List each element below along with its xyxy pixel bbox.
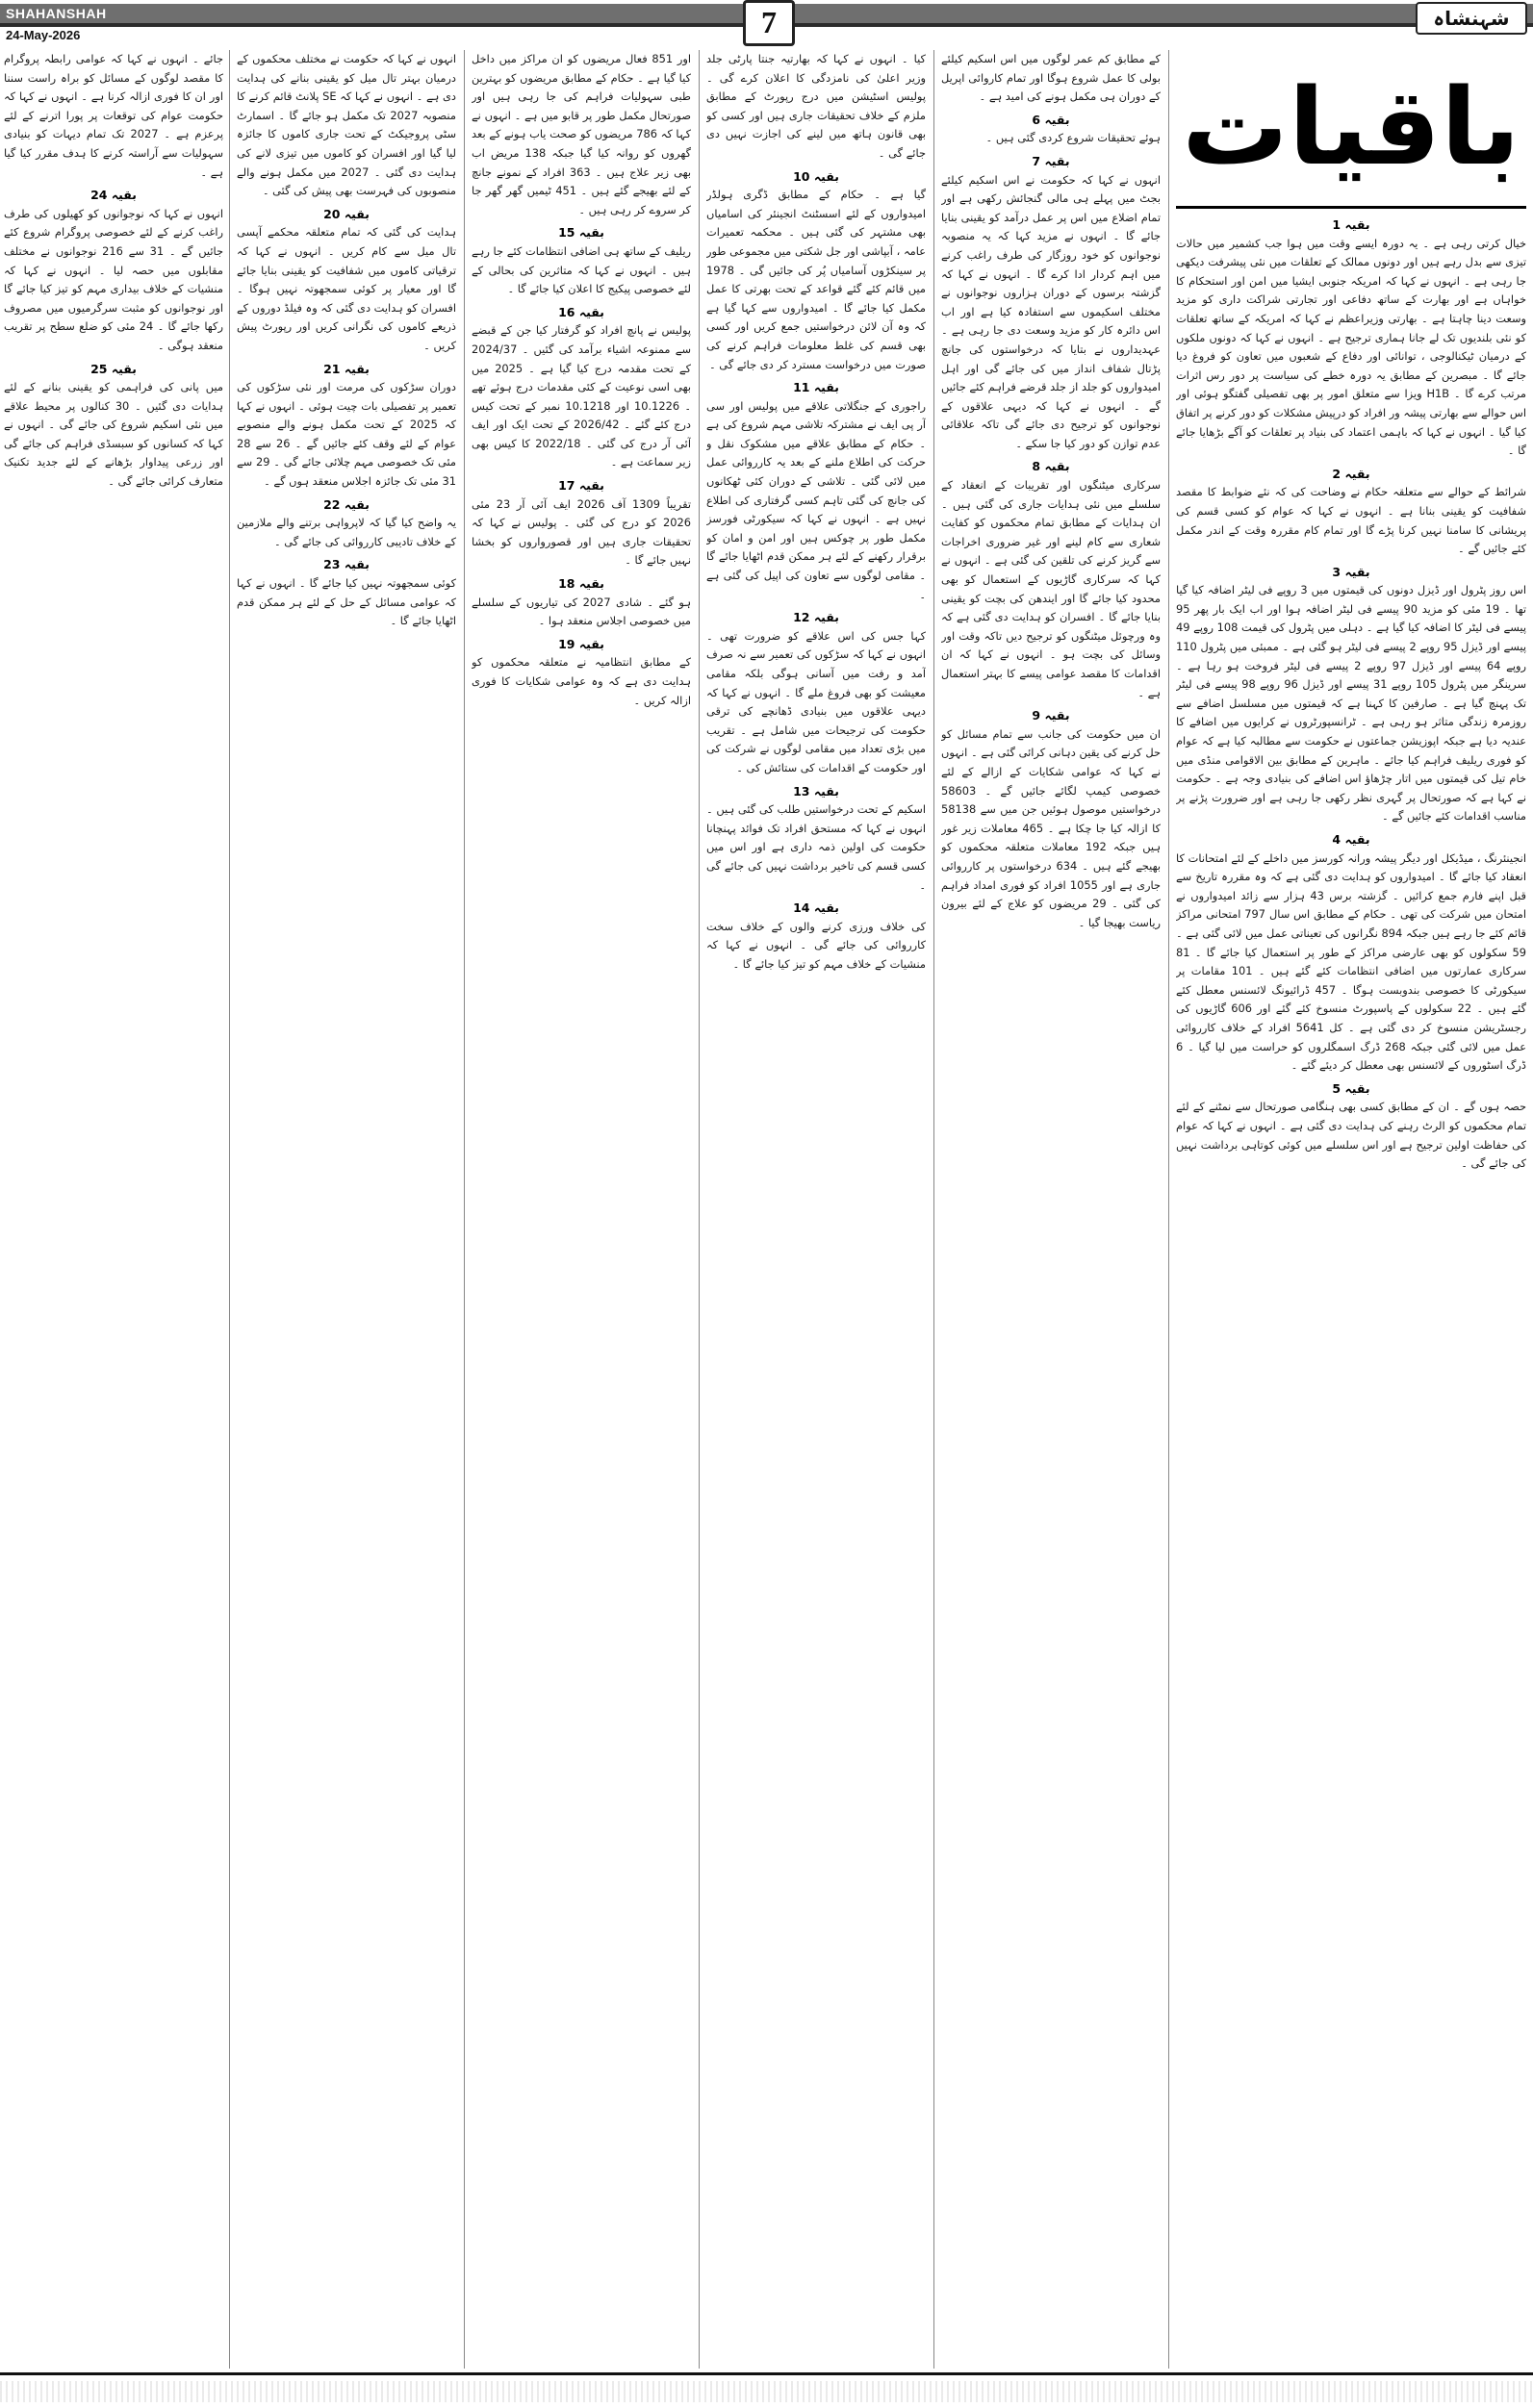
continuation-heading: بقیہ 20: [323, 206, 370, 221]
article-text: سرکاری میٹنگوں اور تقریبات کے انعقاد کے سلسلے میں نئی ہدایات جاری کی گئی ہیں ۔ ان ہدایات کے مطابق تمام محکموں کو کفایت شعاری سے کام لینے اور غیر ضروری اخراجات سے گریز کرنے کی تلقین کی گئی ہے ۔ انہوں نے کہا کہ سرکاری گاڑیوں کے استعمال کو بھی محدود کیا جائے گا اور ایندھن کی بچت کو یقینی بنایا جائے گا ۔ افسران کو ہدایت دی گئی ہے کہ وہ ورچوئل میٹنگوں کو ترجیح دیں تاکہ وقت اور وسائل کی بچت ہو ۔ انہوں نے کہا کہ ان اقدامات کا مقصد عوامی پیسے کا بہتر استعمال ہے ۔: [941, 478, 1161, 699]
column-2: [941, 50, 1161, 2369]
column-6: [4, 50, 223, 2369]
article-text: میں پانی کی فراہمی کو یقینی بنانے کے لئے ہدایات دی گئیں ۔ 30 کنالوں پر محیط علاقے میں نئی اسکیم شروع کی جائے گی ۔ انہوں نے کہا کہ کسانوں کو سبسڈی فراہم کی جائے گی اور زرعی پیداوار بڑھانے کے لئے جدید تکنیک متعارف کرائی جائے گی ۔: [4, 380, 223, 489]
article-text: کہا جس کی اس علاقے کو ضرورت تھی ۔ انہوں نے کہا کہ سڑکوں کی تعمیر سے نہ صرف آمد و رفت میں آسانی ہوگی بلکہ مقامی معیشت کو بھی فروغ ملے گا ۔ انہوں نے کہا کہ دیہی علاقوں میں بنیادی ڈھانچے کی ترقی حکومت کی ترجیحات میں شامل ہے ۔ تقریب میں بڑی تعداد میں مقامی لوگوں نے شرکت کی اور حکومت کے اقدامات کی ستائش کی ۔: [706, 628, 926, 774]
article-text: دوران سڑکوں کی مرمت اور نئی سڑکوں کی تعمیر پر تفصیلی بات چیت ہوئی ۔ انہوں نے کہا کہ 2025 کے تحت مکمل ہونے والے منصوبے عوام کے لئے وقف کئے جائیں گے ۔ 26 سے 28 مئی تک خصوصی مہم چلائی جائے گی ۔ 29 سے 31 مئی تک جائزہ اجلاس منعقد ہوں گے ۔: [237, 380, 456, 489]
issue-date: 24-May-2026: [6, 28, 81, 42]
column-divider: [464, 50, 465, 2369]
article-text: گیا ہے ۔ حکام کے مطابق ڈگری ہولڈر امیدواروں کے لئے اسسٹنٹ انجینئر کی اسامیاں بھی مشتہر کی گئی ہیں ۔ محکمہ تعمیرات عامہ ، آبپاشی اور جل شکتی میں مجموعی طور پر سینکڑوں آسامیاں پُر کی جائیں گی ۔ 1978 میں قائم کئے گئے قواعد کے تحت بھرتی کا عمل مکمل کیا جائے گا ۔ امیدواروں سے کہا گیا ہے کہ وہ آن لائن درخواستیں جمع کریں اور کسی بھی قسم کی غلط معلومات فراہم کرنے کی صورت میں درخواست مسترد کر دی جائے گی ۔: [706, 188, 926, 371]
continuation-heading: بقیہ 16: [558, 304, 604, 319]
continuation-heading: بقیہ 13: [793, 783, 839, 798]
article-text: انہوں نے کہا کہ حکومت نے اس اسکیم کیلئے بجٹ میں پہلے ہی مالی گنجائش رکھی ہے اور تمام اضلاع میں اس پر عمل درآمد کو یقینی بنایا جائے گا ۔ انہوں نے مزید کہا کہ یہ منصوبہ نوجوانوں کو خود روزگار کی طرف راغب کرنے میں اہم کردار ادا کرے گا ۔ انہوں نے کہا کہ گزشتہ برسوں کے دوران ہزاروں نوجوانوں نے مختلف اسکیموں سے استفادہ کیا ہے اور اب اس دائرہ کار کو مزید وسعت دی جا رہی ہے ۔ عہدیداروں نے بتایا کہ درخواستوں کی جانچ پڑتال شفاف انداز میں کی جائے گی اور اہل امیدواروں کو جلد از جلد قرضے فراہم کئے جائیں گے ۔ انہوں نے کہا کہ دیہی علاقوں کے نوجوانوں کو ترجیح دی جائے گی تاکہ علاقائی عدم توازن کو دور کیا جا سکے ۔: [941, 172, 1161, 450]
article-text: انہوں نے کہا کہ حکومت نے مختلف محکموں کے درمیان بہتر تال میل کو یقینی بنانے کی ہدایت دی ہے ۔ انہوں نے کہا کہ SE پلانٹ قائم کرنے کا منصوبہ 2027 تک مکمل ہو جائے گا ۔ اسمارٹ سٹی پروجیکٹ کے تحت جاری کاموں کا جائزہ لیا گیا اور افسران کو کاموں میں تیزی لانے کی ہدایت دی گئی ۔ 2027 میں مکمل ہونے والے منصوبوں کی فہرست بھی پیش کی گئی ۔: [237, 52, 456, 198]
continuation-heading: بقیہ 21: [323, 361, 370, 376]
continuation-heading: بقیہ 14: [793, 900, 839, 916]
continuation-heading: بقیہ 1: [1332, 217, 1370, 232]
article-text: انجینئرنگ ، میڈیکل اور دیگر پیشہ ورانہ کورسز میں داخلے کے لئے امتحانات کا انعقاد کیا جائے گا ۔ امیدواروں کو ہدایت دی گئی ہے کہ وہ مقررہ تاریخ سے قبل اپنے فارم جمع کرائیں ۔ گزشتہ برس 43 ہزار سے زائد امیدواروں نے امتحان میں شرکت کی تھی ۔ حکام کے مطابق اس سال 797 امتحانی مراکز قائم کئے جا رہے ہیں جبکہ 894 نگرانوں کی تعیناتی عمل میں لائی گئی ہے ۔ 59 سکولوں کو بھی عارضی مراکز کے طور پر استعمال کیا جائے گا ۔ 81 سرکاری عمارتوں میں اضافی انتظامات کئے گئے ہیں ۔ 101 مقامات پر سیکورٹی کا خصوصی بندوبست ہوگا ۔ 457 ڈرائیونگ لائسنس معطل کئے گئے ہیں ۔ 22 سکولوں کے پاسپورٹ منسوخ کئے گئے اور 606 گاڑیوں کی رجسٹریشن منسوخ کر دی گئی ہے ۔ کل 5641 افراد کے خلاف کارروائی عمل میں لائی گئی جبکہ 268 ڈرگ اسمگلروں کو حراست میں لیا گیا ۔ 6 ڈرگ اسٹوروں کے لائسنس بھی معطل کر دیئے گئے ۔: [1176, 850, 1526, 1073]
article-text: کیا ۔ انہوں نے کہا کہ بھارتیہ جنتا پارٹی جلد وزیر اعلیٰ کی نامزدگی کا اعلان کرے گی ۔ پولیس اسٹیشن میں درج رپورٹ کے مطابق ملزم کے خلاف تحقیقات جاری ہیں اور کسی کو بھی قانون ہاتھ میں لینے کی اجازت نہیں دی جائے گی ۔: [706, 52, 926, 160]
article-text: ریلیف کے ساتھ ہی اضافی انتظامات کئے جا رہے ہیں ۔ انہوں نے کہا کہ متاثرین کی بحالی کے لئے خصوصی پیکیج کا اعلان کیا جائے گا ۔: [472, 243, 691, 296]
article-text: کوئی سمجھوتہ نہیں کیا جائے گا ۔ انہوں نے کہا کہ عوامی مسائل کے حل کے لئے ہر ممکن قدم اٹھایا جائے گا ۔: [237, 576, 456, 628]
article-text: اسکیم کے تحت درخواستیں طلب کی گئی ہیں ۔ انہوں نے کہا کہ مستحق افراد تک فوائد پہنچانا حکومت کی اولین ذمہ داری ہے اور اس میں کسی قسم کی تاخیر برداشت نہیں کی جائے گی ۔: [706, 802, 926, 892]
headline-rule: [1176, 206, 1526, 209]
column-4: [472, 50, 691, 2369]
article-text: راجوری کے جنگلاتی علاقے میں پولیس اور سی آر پی ایف نے مشترکہ تلاشی مہم شروع کی ہے ۔ حکام کے مطابق علاقے میں مشکوک نقل و حرکت کی اطلاع ملنے کے بعد یہ کارروائی عمل میں لائی گئی ۔ تلاشی کے دوران کئی ٹھکانوں کی جانچ کی گئی تاہم کسی گرفتاری کی اطلاع نہیں ہے ۔ انہوں نے کہا کہ سیکورٹی فورسز مکمل طور پر چوکس ہیں اور امن و امان کو برقرار رکھنے کے لئے ہر ممکن قدم اٹھایا جائے گا ۔ مقامی لوگوں سے تعاون کی اپیل کی گئی ہے ۔: [706, 398, 926, 601]
continuation-heading: بقیہ 2: [1332, 466, 1370, 481]
continuation-heading: بقیہ 8: [1032, 459, 1070, 474]
column-divider: [229, 50, 230, 2369]
article-text: کے مطابق انتظامیہ نے متعلقہ محکموں کو ہدایت دی ہے کہ وہ عوامی شکایات کا فوری ازالہ کریں ۔: [472, 655, 691, 707]
continuation-heading: بقیہ 9: [1032, 708, 1070, 723]
page-number: 7: [743, 0, 795, 46]
column-3: [706, 50, 926, 2369]
column-divider: [933, 50, 934, 2369]
article-text: ہدایت کی گئی کہ تمام متعلقہ محکمے آپسی تال میل سے کام کریں ۔ انہوں نے کہا کہ ترقیاتی کاموں میں شفافیت کو یقینی بنایا جائے گا اور معیار پر کوئی سمجھوتہ نہیں ہوگا ۔ افسران کو ہدایت دی گئی کہ وہ فیلڈ دوروں کے ذریعے کاموں کی نگرانی کریں اور رپورٹ پیش کریں ۔: [237, 225, 456, 352]
continuation-heading: بقیہ 17: [558, 478, 604, 494]
column-divider: [699, 50, 700, 2369]
continuation-heading: بقیہ 25: [90, 361, 137, 376]
section-headline: باقیات: [1182, 65, 1520, 189]
article-text: ہوئے تحقیقات شروع کردی گئی ہیں ۔: [985, 131, 1161, 145]
article-text: خیال کرتی رہی ہے ۔ یہ دورہ ایسے وقت میں ہوا جب کشمیر میں حالات تیزی سے بدل رہے ہیں اور دونوں ممالک کے تعلقات میں نئی پیشرفت دیکھی جا رہی ہے ۔ انہوں نے کہا کہ امریکہ جنوبی ایشیا میں امن اور استحکام کا خواہاں ہے اور بھارت کے ساتھ دفاعی اور تجارتی شراکت داری کو مزید وسعت دینا چاہتا ہے ۔ بھارتی وزیراعظم نے کہا کہ امریکہ کے ساتھ تعلقات کو نئی بلندیوں تک لے جانا ہماری ترجیح ہے ۔ انہوں نے کہا کہ دونوں ملکوں کے درمیان ٹیکنالوجی ، توانائی اور دفاع کے شعبوں میں تعاون کو فروغ دیا جائے گا ۔ مبصرین کے مطابق یہ دورہ خطے کی سیاست پر دور رس اثرات مرتب کرے گا ۔ H1B ویزا سے متعلق امور پر بھی تفصیلی گفتگو ہوئی اور اس حوالے سے بھارتی پیشہ ور افراد کو درپیش مشکلات کو دور کرنے پر اتفاق کیا گیا ۔ انہوں نے کہا کہ باہمی اعتماد کی بنیاد پر تعلقات کو آگے بڑھایا جائے گا ۔: [1176, 236, 1526, 458]
article-text: کی خلاف ورزی کرنے والوں کے خلاف سخت کارروائی کی جائے گی ۔ انہوں نے کہا کہ منشیات کے خلاف مہم کو تیز کیا جائے گا ۔: [706, 919, 926, 971]
page-header: [0, 0, 1533, 44]
continuation-heading: بقیہ 6: [1032, 112, 1070, 127]
continuation-heading: بقیہ 10: [793, 168, 839, 184]
article-text: تقریباً 1309 آف 2026 ایف آئی آر 23 مئی 2026 کو درج کی گئی ۔ پولیس نے کہا کہ تحقیقات جاری ہیں اور قصورواروں کو بخشا نہیں جائے گا ۔: [472, 496, 691, 568]
article-text: شرائط کے حوالے سے متعلقہ حکام نے وضاحت کی کہ نئے ضوابط کا مقصد شفافیت کو یقینی بنانا ہے ۔ انہوں نے کہا کہ عوام کو کسی قسم کی پریشانی کا سامنا نہیں کرنا پڑے گا اور تمام کام مقررہ وقت کے اندر مکمل کئے جائیں گے ۔: [1176, 485, 1526, 556]
page-footer: [0, 2372, 1533, 2408]
article-text: اور 851 فعال مریضوں کو ان مراکز میں داخل کیا گیا ہے ۔ حکام کے مطابق مریضوں کو بہترین طبی سہولیات فراہم کی جا رہی ہیں اور صورتحال مکمل طور پر قابو میں ہے ۔ انہوں نے کہا کہ 786 مریضوں کو صحت یاب ہونے کے بعد گھروں کو روانہ کیا گیا جبکہ 138 مریض اب بھی زیر علاج ہیں ۔ 363 افراد کے نمونے جانچ کے لئے بھیجے گئے ہیں ۔ 451 ٹیمیں گھر گھر جا کر سروے کر رہی ہیں ۔: [472, 52, 691, 216]
continuation-heading: بقیہ 18: [558, 576, 604, 592]
column-1: [1176, 214, 1526, 2369]
article-text: یہ واضح کیا گیا کہ لاپرواہی برتنے والے ملازمین کے خلاف تادیبی کارروائی کی جائے گی ۔: [237, 516, 456, 548]
article-text: پولیس نے پانچ افراد کو گرفتار کیا جن کے قبضے سے ممنوعہ اشیاء برآمد کی گئیں ۔ 2024/37 کے تحت مقدمہ درج کیا گیا ہے ۔ 2025 میں بھی اسی نوعیت کے کئی مقدمات درج ہوئے تھے ۔ 10.1226 اور 10.1218 نمبر کے تحت کیس درج کئے گئے ۔ 2026/42 کے تحت ایک اور ایف آئی آر درج کی گئی ۔ 2022/18 کا کیس بھی زیر سماعت ہے ۔: [472, 323, 691, 469]
continuation-heading: بقیہ 19: [558, 636, 604, 651]
article-text: حصہ ہوں گے ۔ ان کے مطابق کسی بھی ہنگامی صورتحال سے نمٹنے کے لئے تمام محکموں کو الرٹ رہنے کی ہدایت دی گئی ہے ۔ انہوں نے کہا کہ عوام کی حفاظت اولین ترجیح ہے اور اس سلسلے میں کوئی کوتاہی برداشت نہیں کی جائے گی ۔: [1176, 1100, 1526, 1171]
continuation-heading: بقیہ 5: [1332, 1080, 1370, 1096]
footer-text: [0, 2381, 1533, 2402]
publication-name-latin: SHAHANSHAH: [6, 6, 107, 21]
continuation-heading: بقیہ 24: [90, 188, 137, 203]
continuation-heading: بقیہ 7: [1032, 153, 1070, 168]
continuation-heading: بقیہ 3: [1332, 564, 1370, 579]
continuation-heading: بقیہ 11: [793, 380, 839, 395]
column-5: [237, 50, 456, 2369]
continuation-heading: بقیہ 23: [323, 557, 370, 572]
continuation-heading: بقیہ 22: [323, 496, 370, 512]
article-text: ان میں حکومت کی جانب سے تمام مسائل کو حل کرنے کی یقین دہانی کرائی گئی ہے ۔ انہوں نے کہا کہ عوامی شکایات کے ازالے کے لئے خصوصی کیمپ لگائے جائیں گے ۔ 58603 درخواستیں موصول ہوئیں جن میں سے 58138 کا ازالہ کیا جا چکا ہے ۔ 465 معاملات زیر غور ہیں جبکہ 192 معاملات متعلقہ محکموں کو بھیجے گئے ہیں ۔ 634 درخواستوں پر کارروائی جاری ہے اور 1055 افراد کو فوری امداد فراہم کی گئی ۔ 29 مریضوں کو علاج کے لئے بیرون ریاست بھیجا گیا ۔: [941, 726, 1161, 929]
continuation-heading: بقیہ 12: [793, 610, 839, 625]
article-text: جائے ۔ انہوں نے کہا کہ عوامی رابطہ پروگرام کا مقصد لوگوں کے مسائل کو براہ راست سننا اور ان کا فوری ازالہ کرنا ہے ۔ انہوں نے کہا کہ حکومت عوام کی توقعات پر پورا اترنے کے لئے پرعزم ہے ۔ 2027 تک تمام دیہات کو بنیادی سہولیات سے آراستہ کرنے کا ہدف مقرر کیا گیا ہے ۔: [4, 52, 223, 179]
article-text: انہوں نے کہا کہ نوجوانوں کو کھیلوں کی طرف راغب کرنے کے لئے خصوصی پروگرام شروع کئے جائیں گے ۔ 31 سے 216 نوجوانوں نے مختلف مقابلوں میں حصہ لیا ۔ انہوں نے کہا کہ منشیات کے خلاف بیداری مہم کو تیز کیا جائے گا اور نوجوانوں کو مثبت سرگرمیوں میں مصروف رکھا جائے گا ۔ 24 مئی کو ضلع سطح پر تقریب منعقد ہوگی ۔: [4, 206, 223, 352]
continuation-heading: بقیہ 4: [1332, 832, 1370, 847]
publication-logo-urdu: شہنشاہ: [1416, 2, 1527, 35]
article-text: کے مطابق کم عمر لوگوں میں اس اسکیم کیلئے بولی کا عمل شروع ہوگا اور تمام کاروائی اپریل کے دوران ہی مکمل ہونے کی امید ہے ۔: [941, 52, 1161, 104]
continuation-heading: بقیہ 15: [558, 225, 604, 241]
article-text: ہو گئے ۔ شادی 2027 کی تیاریوں کے سلسلے میں خصوصی اجلاس منعقد ہوا ۔: [472, 595, 691, 628]
article-text: اس روز پٹرول اور ڈیزل دونوں کی قیمتوں میں 3 روپے فی لیٹر اضافہ کیا گیا تھا ۔ 19 مئی کو مزید 90 پیسے فی لیٹر اضافہ ہوا اور اب ایک بار پھر 95 پیسے فی لیٹر کا اضافہ کیا گیا ہے ۔ دہلی میں پٹرول کی قیمت 108 روپے 49 پیسے اور ڈیزل 95 روپے 2 پیسے فی لیٹر ہو گئی ہے ۔ ممبئی میں پٹرول 110 روپے 64 پیسے اور ڈیزل 97 روپے 2 پیسے فی لیٹر فروخت ہو رہا ہے ۔ سرینگر میں پٹرول 105 روپے 31 پیسے اور ڈیزل 96 روپے 98 پیسے فی لیٹر تک پہنچ گیا ہے ۔ صارفین کا کہنا ہے کہ قیمتوں میں مسلسل اضافے سے روزمرہ زندگی متاثر ہو رہی ہے ۔ ٹرانسپورٹروں نے کرایوں میں اضافے کا عندیہ دیا ہے جبکہ اپوزیشن جماعتوں نے حکومت سے مطالبہ کیا ہے کہ عوام کو فوری ریلیف فراہم کیا جائے ۔ ماہرین کے مطابق بین الاقوامی منڈی میں خام تیل کی قیمتوں میں اتار چڑھاؤ اس اضافے کی بنیادی وجہ ہے ۔ حکومت نے کہا ہے کہ صورتحال پر گہری نظر رکھی جا رہی ہے اور ضرورت پڑنے پر مناسب اقدامات کئے جائیں گے ۔: [1176, 583, 1526, 824]
column-divider: [1168, 50, 1169, 2369]
